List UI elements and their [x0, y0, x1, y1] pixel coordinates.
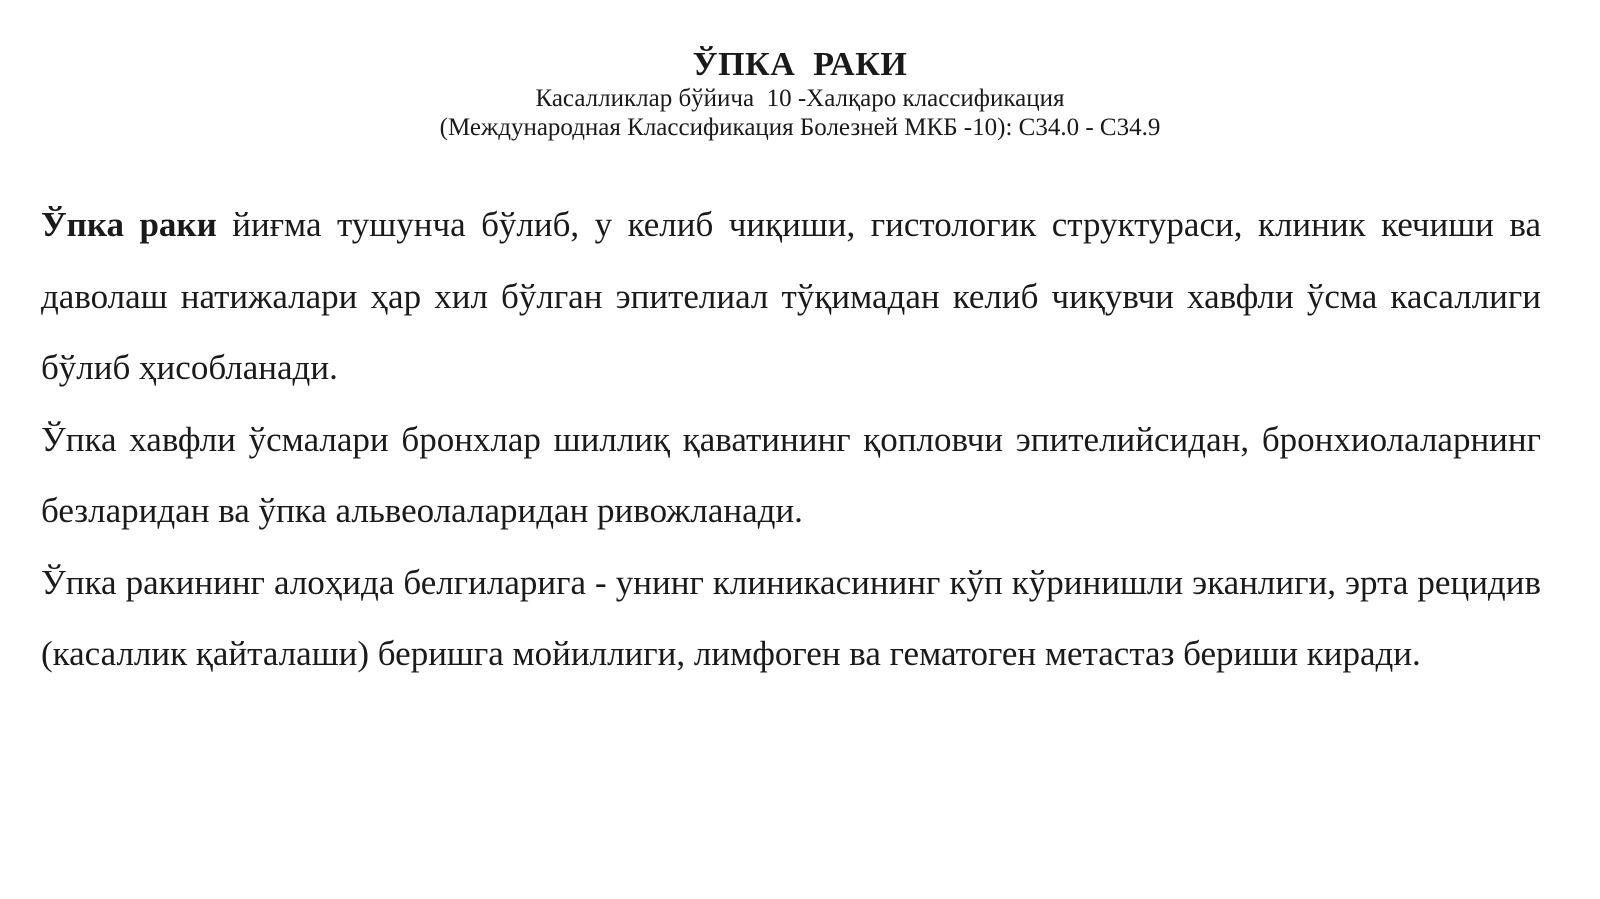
slide-subtitle-line-2: (Международная Классификация Болезней МКБ -10): С34.0 - С34.9 [439, 114, 1161, 141]
slide-subtitle-line-1: Касалликлар бўйича 10 -Халқаро классификация [535, 85, 1065, 112]
paragraph-features: Ўпка ракининг алоҳида белгиларига - унинг клиникасининг кўп кўринишли эканлиги, эрта рецидив (касаллик қайталаши) беришга мойиллиги, лимфоген ва гематоген метастаз бериши киради. [41, 562, 1541, 673]
slide-title: ЎПКА РАКИ [692, 46, 908, 83]
paragraph-definition-lead: Ўпка раки [41, 205, 217, 244]
paragraph-definition [41, 189, 1541, 404]
slide-body [41, 189, 1541, 690]
paragraph-definition-text: йиғма тушунча бўлиб, у келиб чиқиши, гистологик структураси, клиник кечиши ва даволаш натижалари ҳар хил бўлган эпителиал тўқимадан келиб чиқувчи хавфли ўсма касаллиги бўлиб ҳисобланади. [41, 205, 1541, 387]
paragraph-origin: Ўпка хавфли ўсмалари бронхлар шиллиқ қаватининг қопловчи эпителийсидан, бронхиолаларнинг безларидан ва ўпка альвеолаларидан ривожланади. [41, 419, 1541, 530]
slide-header [0, 46, 1600, 142]
